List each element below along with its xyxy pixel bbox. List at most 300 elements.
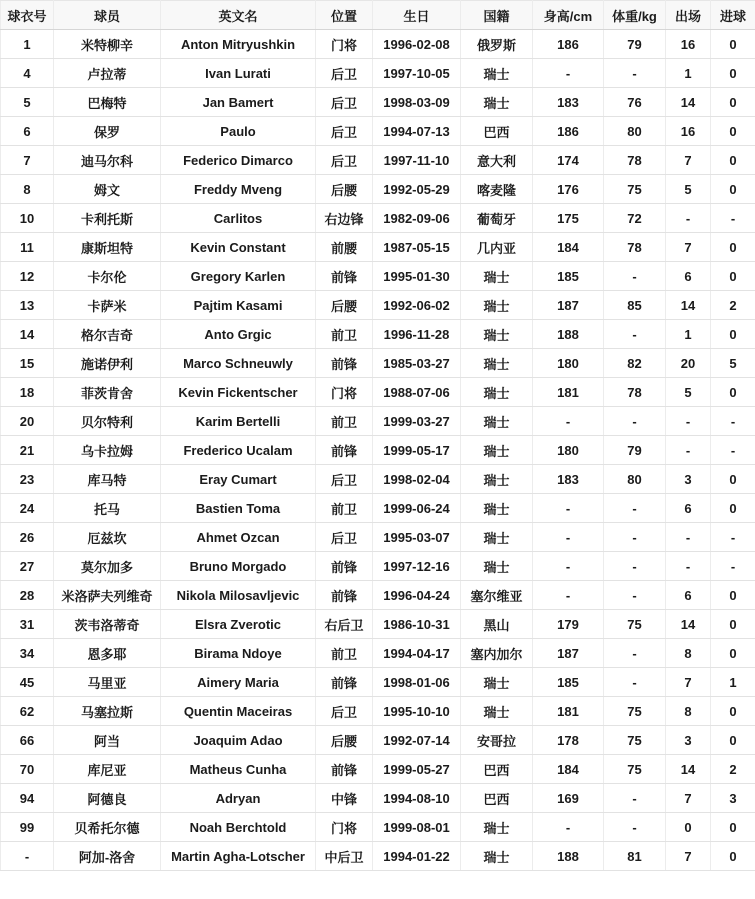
cell-height: -: [533, 407, 604, 436]
cell-name_en: Anton Mitryushkin: [161, 30, 316, 59]
cell-appearances: 7: [666, 233, 711, 262]
cell-nationality: 塞尔维亚: [461, 581, 533, 610]
cell-weight: 82: [604, 349, 666, 378]
cell-jersey: 62: [1, 697, 54, 726]
cell-jersey: -: [1, 842, 54, 871]
cell-goals: 0: [711, 146, 755, 175]
cell-jersey: 7: [1, 146, 54, 175]
table-row: [1, 842, 755, 871]
cell-weight: -: [604, 407, 666, 436]
cell-weight: 75: [604, 726, 666, 755]
cell-name_en: Ivan Lurati: [161, 59, 316, 88]
cell-appearances: 8: [666, 697, 711, 726]
table-row: [1, 813, 755, 842]
cell-nationality: 几内亚: [461, 233, 533, 262]
column-header-height: 身高/cm: [533, 1, 604, 30]
cell-appearances: 3: [666, 465, 711, 494]
cell-appearances: 16: [666, 30, 711, 59]
cell-nationality: 巴西: [461, 755, 533, 784]
cell-nationality: 瑞士: [461, 842, 533, 871]
cell-jersey: 94: [1, 784, 54, 813]
cell-name_en: Joaquim Adao: [161, 726, 316, 755]
cell-nationality: 喀麦隆: [461, 175, 533, 204]
cell-jersey: 14: [1, 320, 54, 349]
cell-goals: 0: [711, 726, 755, 755]
cell-position: 中锋: [316, 784, 373, 813]
cell-goals: 0: [711, 59, 755, 88]
cell-height: -: [533, 523, 604, 552]
cell-player: 卡利托斯: [54, 204, 161, 233]
cell-name_en: Pajtim Kasami: [161, 291, 316, 320]
cell-jersey: 28: [1, 581, 54, 610]
cell-player: 菲茨肯舍: [54, 378, 161, 407]
cell-birthday: 1998-02-04: [373, 465, 461, 494]
cell-position: 后卫: [316, 523, 373, 552]
column-header-weight: 体重/kg: [604, 1, 666, 30]
cell-player: 卡萨米: [54, 291, 161, 320]
cell-nationality: 瑞士: [461, 668, 533, 697]
cell-goals: 0: [711, 378, 755, 407]
cell-goals: 1: [711, 668, 755, 697]
cell-position: 门将: [316, 378, 373, 407]
cell-weight: 78: [604, 146, 666, 175]
column-header-player: 球员: [54, 1, 161, 30]
cell-birthday: 1999-05-27: [373, 755, 461, 784]
cell-height: 181: [533, 378, 604, 407]
cell-jersey: 6: [1, 117, 54, 146]
cell-jersey: 24: [1, 494, 54, 523]
cell-jersey: 26: [1, 523, 54, 552]
cell-position: 后腰: [316, 291, 373, 320]
cell-jersey: 66: [1, 726, 54, 755]
cell-position: 右后卫: [316, 610, 373, 639]
column-header-name_en: 英文名: [161, 1, 316, 30]
cell-player: 恩多耶: [54, 639, 161, 668]
cell-height: 184: [533, 233, 604, 262]
cell-name_en: Noah Berchtold: [161, 813, 316, 842]
cell-position: 前锋: [316, 552, 373, 581]
cell-birthday: 1992-05-29: [373, 175, 461, 204]
cell-height: 183: [533, 465, 604, 494]
cell-nationality: 瑞士: [461, 88, 533, 117]
cell-birthday: 1995-03-07: [373, 523, 461, 552]
column-header-appearances: 出场: [666, 1, 711, 30]
cell-name_en: Quentin Maceiras: [161, 697, 316, 726]
cell-appearances: 7: [666, 668, 711, 697]
cell-appearances: 5: [666, 378, 711, 407]
cell-name_en: Bruno Morgado: [161, 552, 316, 581]
cell-goals: 0: [711, 233, 755, 262]
cell-player: 库尼亚: [54, 755, 161, 784]
cell-height: 180: [533, 349, 604, 378]
cell-height: 187: [533, 291, 604, 320]
cell-name_en: Freddy Mveng: [161, 175, 316, 204]
cell-player: 卡尔伦: [54, 262, 161, 291]
table-row: [1, 88, 755, 117]
cell-nationality: 瑞士: [461, 378, 533, 407]
cell-goals: -: [711, 523, 755, 552]
cell-height: -: [533, 552, 604, 581]
cell-weight: 75: [604, 697, 666, 726]
cell-weight: 85: [604, 291, 666, 320]
cell-weight: -: [604, 668, 666, 697]
cell-appearances: 1: [666, 59, 711, 88]
cell-appearances: 14: [666, 610, 711, 639]
cell-appearances: -: [666, 552, 711, 581]
cell-position: 前锋: [316, 436, 373, 465]
cell-birthday: 1998-01-06: [373, 668, 461, 697]
cell-goals: 0: [711, 262, 755, 291]
cell-player: 阿当: [54, 726, 161, 755]
cell-birthday: 1985-03-27: [373, 349, 461, 378]
table-row: [1, 697, 755, 726]
cell-nationality: 瑞士: [461, 494, 533, 523]
cell-position: 前卫: [316, 407, 373, 436]
cell-position: 门将: [316, 30, 373, 59]
cell-nationality: 瑞士: [461, 291, 533, 320]
cell-player: 施诺伊利: [54, 349, 161, 378]
table-row: [1, 581, 755, 610]
cell-appearances: 14: [666, 291, 711, 320]
cell-weight: 79: [604, 30, 666, 59]
cell-appearances: 6: [666, 494, 711, 523]
cell-appearances: 7: [666, 146, 711, 175]
cell-birthday: 1992-06-02: [373, 291, 461, 320]
cell-height: 174: [533, 146, 604, 175]
cell-jersey: 15: [1, 349, 54, 378]
cell-nationality: 瑞士: [461, 697, 533, 726]
cell-position: 前腰: [316, 233, 373, 262]
cell-weight: -: [604, 552, 666, 581]
cell-nationality: 安哥拉: [461, 726, 533, 755]
cell-position: 门将: [316, 813, 373, 842]
cell-jersey: 34: [1, 639, 54, 668]
cell-position: 中后卫: [316, 842, 373, 871]
table-row: [1, 59, 755, 88]
cell-position: 前锋: [316, 581, 373, 610]
cell-jersey: 20: [1, 407, 54, 436]
cell-height: -: [533, 813, 604, 842]
cell-height: 184: [533, 755, 604, 784]
cell-appearances: 6: [666, 262, 711, 291]
cell-name_en: Gregory Karlen: [161, 262, 316, 291]
cell-appearances: -: [666, 436, 711, 465]
cell-height: 185: [533, 262, 604, 291]
cell-appearances: 14: [666, 755, 711, 784]
table-row: [1, 378, 755, 407]
cell-appearances: -: [666, 523, 711, 552]
cell-jersey: 21: [1, 436, 54, 465]
cell-weight: -: [604, 813, 666, 842]
cell-nationality: 黑山: [461, 610, 533, 639]
cell-position: 前卫: [316, 639, 373, 668]
cell-name_en: Kevin Fickentscher: [161, 378, 316, 407]
table-row: [1, 552, 755, 581]
cell-position: 前锋: [316, 349, 373, 378]
cell-appearances: 16: [666, 117, 711, 146]
cell-nationality: 瑞士: [461, 407, 533, 436]
cell-jersey: 18: [1, 378, 54, 407]
cell-height: 178: [533, 726, 604, 755]
cell-name_en: Federico Dimarco: [161, 146, 316, 175]
cell-position: 后卫: [316, 146, 373, 175]
cell-weight: 75: [604, 755, 666, 784]
cell-birthday: 1999-03-27: [373, 407, 461, 436]
cell-position: 前锋: [316, 262, 373, 291]
cell-player: 乌卡拉姆: [54, 436, 161, 465]
cell-player: 贝希托尔德: [54, 813, 161, 842]
table-row: [1, 291, 755, 320]
cell-appearances: -: [666, 407, 711, 436]
cell-goals: 3: [711, 784, 755, 813]
cell-height: 187: [533, 639, 604, 668]
cell-name_en: Paulo: [161, 117, 316, 146]
cell-birthday: 1995-10-10: [373, 697, 461, 726]
cell-appearances: 8: [666, 639, 711, 668]
column-header-birthday: 生日: [373, 1, 461, 30]
cell-nationality: 瑞士: [461, 465, 533, 494]
table-row: [1, 465, 755, 494]
cell-name_en: Elsra Zverotic: [161, 610, 316, 639]
table-row: [1, 233, 755, 262]
cell-name_en: Frederico Ucalam: [161, 436, 316, 465]
cell-appearances: 6: [666, 581, 711, 610]
cell-jersey: 4: [1, 59, 54, 88]
cell-player: 贝尔特利: [54, 407, 161, 436]
cell-appearances: -: [666, 204, 711, 233]
cell-player: 茨韦洛蒂奇: [54, 610, 161, 639]
cell-jersey: 23: [1, 465, 54, 494]
cell-name_en: Martin Agha-Lotscher: [161, 842, 316, 871]
cell-player: 莫尔加多: [54, 552, 161, 581]
cell-jersey: 31: [1, 610, 54, 639]
header-row: [1, 1, 755, 30]
table-row: [1, 117, 755, 146]
table-row: [1, 639, 755, 668]
cell-nationality: 葡萄牙: [461, 204, 533, 233]
cell-birthday: 1986-10-31: [373, 610, 461, 639]
cell-birthday: 1992-07-14: [373, 726, 461, 755]
cell-name_en: Anto Grgic: [161, 320, 316, 349]
cell-birthday: 1999-08-01: [373, 813, 461, 842]
table-row: [1, 610, 755, 639]
table-row: [1, 349, 755, 378]
table-row: [1, 204, 755, 233]
cell-position: 前锋: [316, 755, 373, 784]
cell-weight: -: [604, 320, 666, 349]
cell-weight: -: [604, 581, 666, 610]
cell-height: 169: [533, 784, 604, 813]
cell-position: 后腰: [316, 726, 373, 755]
cell-birthday: 1994-01-22: [373, 842, 461, 871]
cell-name_en: Nikola Milosavljevic: [161, 581, 316, 610]
cell-position: 后卫: [316, 88, 373, 117]
table-row: [1, 755, 755, 784]
cell-nationality: 巴西: [461, 117, 533, 146]
cell-weight: -: [604, 784, 666, 813]
cell-goals: 0: [711, 117, 755, 146]
cell-nationality: 瑞士: [461, 320, 533, 349]
cell-jersey: 45: [1, 668, 54, 697]
table-row: [1, 175, 755, 204]
cell-birthday: 1997-11-10: [373, 146, 461, 175]
cell-goals: 0: [711, 494, 755, 523]
cell-jersey: 70: [1, 755, 54, 784]
cell-position: 后腰: [316, 175, 373, 204]
cell-birthday: 1982-09-06: [373, 204, 461, 233]
cell-player: 迪马尔科: [54, 146, 161, 175]
cell-weight: 76: [604, 88, 666, 117]
cell-jersey: 99: [1, 813, 54, 842]
cell-nationality: 巴西: [461, 784, 533, 813]
cell-name_en: Carlitos: [161, 204, 316, 233]
cell-weight: 79: [604, 436, 666, 465]
cell-name_en: Aimery Maria: [161, 668, 316, 697]
cell-nationality: 塞内加尔: [461, 639, 533, 668]
cell-weight: 78: [604, 233, 666, 262]
table-row: [1, 146, 755, 175]
cell-nationality: 瑞士: [461, 349, 533, 378]
cell-appearances: 7: [666, 842, 711, 871]
table-row: [1, 407, 755, 436]
cell-goals: 0: [711, 88, 755, 117]
cell-birthday: 1997-10-05: [373, 59, 461, 88]
cell-birthday: 1988-07-06: [373, 378, 461, 407]
column-header-goals: 进球: [711, 1, 755, 30]
cell-goals: 5: [711, 349, 755, 378]
cell-player: 阿德良: [54, 784, 161, 813]
cell-goals: 2: [711, 291, 755, 320]
cell-jersey: 27: [1, 552, 54, 581]
cell-weight: -: [604, 494, 666, 523]
cell-position: 后卫: [316, 59, 373, 88]
cell-birthday: 1994-07-13: [373, 117, 461, 146]
cell-height: 186: [533, 117, 604, 146]
cell-birthday: 1997-12-16: [373, 552, 461, 581]
cell-position: 前锋: [316, 668, 373, 697]
cell-position: 后卫: [316, 117, 373, 146]
cell-nationality: 瑞士: [461, 813, 533, 842]
table-row: [1, 784, 755, 813]
cell-jersey: 13: [1, 291, 54, 320]
cell-nationality: 意大利: [461, 146, 533, 175]
cell-weight: -: [604, 262, 666, 291]
cell-name_en: Eray Cumart: [161, 465, 316, 494]
column-header-position: 位置: [316, 1, 373, 30]
cell-name_en: Matheus Cunha: [161, 755, 316, 784]
cell-player: 康斯坦特: [54, 233, 161, 262]
cell-goals: 0: [711, 842, 755, 871]
cell-birthday: 1996-11-28: [373, 320, 461, 349]
cell-appearances: 5: [666, 175, 711, 204]
table-row: [1, 262, 755, 291]
cell-height: 176: [533, 175, 604, 204]
cell-jersey: 10: [1, 204, 54, 233]
table-row: [1, 436, 755, 465]
cell-birthday: 1987-05-15: [373, 233, 461, 262]
cell-goals: 0: [711, 610, 755, 639]
cell-weight: -: [604, 523, 666, 552]
cell-nationality: 瑞士: [461, 436, 533, 465]
column-header-jersey: 球衣号: [1, 1, 54, 30]
cell-player: 米特柳辛: [54, 30, 161, 59]
table-row: [1, 523, 755, 552]
table-row: [1, 320, 755, 349]
cell-weight: 80: [604, 117, 666, 146]
cell-birthday: 1996-04-24: [373, 581, 461, 610]
cell-appearances: 20: [666, 349, 711, 378]
cell-goals: -: [711, 552, 755, 581]
cell-height: 181: [533, 697, 604, 726]
cell-jersey: 11: [1, 233, 54, 262]
cell-position: 后卫: [316, 697, 373, 726]
cell-name_en: Ahmet Ozcan: [161, 523, 316, 552]
cell-goals: 0: [711, 581, 755, 610]
cell-height: 186: [533, 30, 604, 59]
cell-weight: 75: [604, 610, 666, 639]
cell-birthday: 1999-06-24: [373, 494, 461, 523]
cell-jersey: 8: [1, 175, 54, 204]
cell-birthday: 1995-01-30: [373, 262, 461, 291]
table-body: [1, 30, 755, 871]
cell-height: 180: [533, 436, 604, 465]
cell-nationality: 瑞士: [461, 552, 533, 581]
cell-position: 后卫: [316, 465, 373, 494]
cell-height: -: [533, 581, 604, 610]
cell-player: 厄兹坎: [54, 523, 161, 552]
cell-position: 右边锋: [316, 204, 373, 233]
table-row: [1, 668, 755, 697]
cell-goals: -: [711, 407, 755, 436]
cell-name_en: Birama Ndoye: [161, 639, 316, 668]
cell-weight: -: [604, 639, 666, 668]
cell-appearances: 3: [666, 726, 711, 755]
table-row: [1, 494, 755, 523]
cell-name_en: Marco Schneuwly: [161, 349, 316, 378]
cell-nationality: 瑞士: [461, 59, 533, 88]
table-row: [1, 726, 755, 755]
cell-birthday: 1998-03-09: [373, 88, 461, 117]
cell-goals: 0: [711, 697, 755, 726]
cell-height: 183: [533, 88, 604, 117]
cell-player: 马塞拉斯: [54, 697, 161, 726]
cell-birthday: 1996-02-08: [373, 30, 461, 59]
cell-name_en: Karim Bertelli: [161, 407, 316, 436]
cell-jersey: 1: [1, 30, 54, 59]
cell-name_en: Jan Bamert: [161, 88, 316, 117]
table-header: [1, 1, 755, 30]
cell-appearances: 14: [666, 88, 711, 117]
cell-player: 格尔吉奇: [54, 320, 161, 349]
cell-appearances: 7: [666, 784, 711, 813]
cell-player: 库马特: [54, 465, 161, 494]
cell-weight: 72: [604, 204, 666, 233]
cell-goals: 0: [711, 639, 755, 668]
cell-nationality: 瑞士: [461, 523, 533, 552]
cell-goals: 0: [711, 320, 755, 349]
column-header-nationality: 国籍: [461, 1, 533, 30]
cell-height: 188: [533, 320, 604, 349]
cell-position: 前卫: [316, 320, 373, 349]
cell-height: 185: [533, 668, 604, 697]
cell-height: -: [533, 494, 604, 523]
cell-goals: -: [711, 436, 755, 465]
cell-birthday: 1999-05-17: [373, 436, 461, 465]
cell-birthday: 1994-04-17: [373, 639, 461, 668]
cell-nationality: 俄罗斯: [461, 30, 533, 59]
cell-height: 175: [533, 204, 604, 233]
cell-goals: 0: [711, 175, 755, 204]
